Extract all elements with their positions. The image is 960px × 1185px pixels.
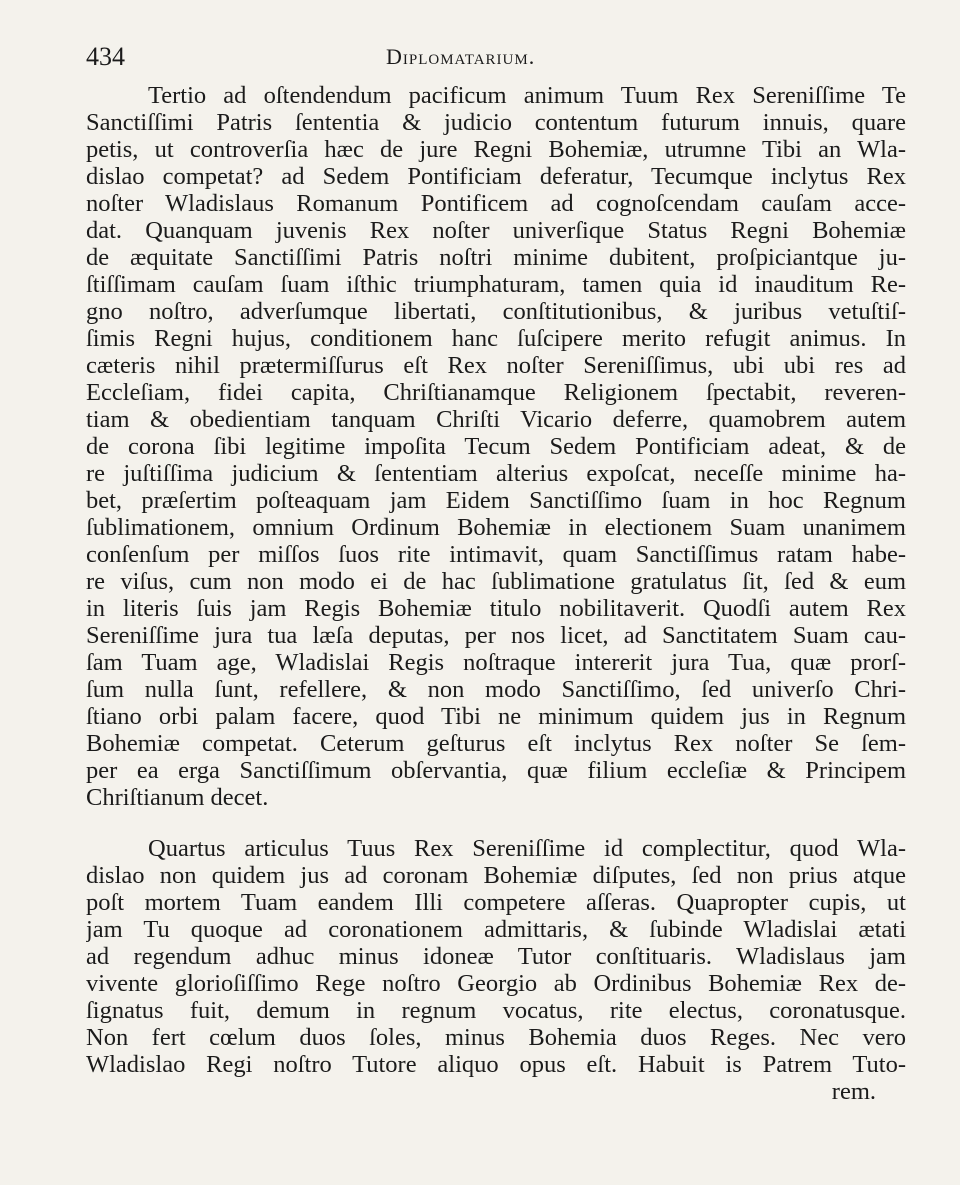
- text-line: bet, præſertim poſteaquam jam Eidem Sanctiſſimo ſuam in hoc Regnum: [86, 487, 906, 514]
- text-line: Sanctiſſimi Patris ſententia & judicio contentum futurum innuis, quare: [86, 109, 906, 136]
- text-line: jam Tu quoque ad coronationem admittaris, & ſubinde Wladislai ætati: [86, 916, 906, 943]
- text-line: poſt mortem Tuam eandem Illi competere aſſeras. Quapropter cupis, ut: [86, 889, 906, 916]
- text-line: Chriſtianum decet.: [86, 784, 269, 811]
- text-line: vivente glorioſiſſimo Rege noſtro Georgio ab Ordinibus Bohemiæ Rex de-: [86, 970, 906, 997]
- text-line: Sereniſſime jura tua læſa deputas, per nos licet, ad Sanctitatem Suam cau-: [86, 622, 906, 649]
- page-number: 434: [86, 42, 125, 71]
- text-body: [86, 82, 906, 1105]
- text-line: cæteris nihil prætermiſſurus eſt Rex noſter Sereniſſimus, ubi ubi res ad: [86, 352, 906, 379]
- text-line: Bohemiæ competat. Ceterum geſturus eſt inclytus Rex noſter Se ſem-: [86, 730, 906, 757]
- text-line: dislao non quidem jus ad coronam Bohemiæ diſputes, ſed non prius atque: [86, 862, 906, 889]
- text-line: ſam Tuam age, Wladislai Regis noſtraque intererit jura Tua, quæ prorſ-: [86, 649, 906, 676]
- running-head: Diplomatarium.: [386, 44, 536, 69]
- text-line: petis, ut controverſia hæc de jure Regni Bohemiæ, utrumne Tibi an Wla-: [86, 136, 906, 163]
- text-line: gno noſtro, adverſumque libertati, conſtitutionibus, & juribus vetuſtiſ-: [86, 298, 906, 325]
- text-line: Eccleſiam, fidei capita, Chriſtianamque Religionem ſpectabit, reveren-: [86, 379, 906, 406]
- paragraph-gap: [86, 811, 906, 835]
- text-line: ſimis Regni hujus, conditionem hanc ſuſcipere merito refugit animus. In: [86, 325, 906, 352]
- paragraph-1: [86, 82, 906, 811]
- text-line: re viſus, cum non modo ei de hac ſublimatione gratulatus ſit, ſed & eum: [86, 568, 906, 595]
- text-line: de corona ſibi legitime impoſita Tecum Sedem Pontificiam adeat, & de: [86, 433, 906, 460]
- text-line: in literis ſuis jam Regis Bohemiæ titulo nobilitaverit. Quodſi autem Rex: [86, 595, 906, 622]
- text-line: tiam & obedientiam tanquam Chriſti Vicario deferre, quamobrem autem: [86, 406, 906, 433]
- text-line: Quartus articulus Tuus Rex Sereniſſime id complectitur, quod Wla-: [148, 835, 906, 862]
- paragraph-2: [86, 835, 906, 1105]
- text-line: re juſtiſſima judicium & ſententiam alterius expoſcat, neceſſe minime ha-: [86, 460, 906, 487]
- text-line: per ea erga Sanctiſſimum obſervantia, quæ filium eccleſiæ & Principem: [86, 757, 906, 784]
- text-line: ſublimationem, omnium Ordinum Bohemiæ in electionem Suam unanimem: [86, 514, 906, 541]
- text-line: Non fert cœlum duos ſoles, minus Bohemia duos Reges. Nec vero: [86, 1024, 906, 1051]
- text-line: dat. Quanquam juvenis Rex noſter univerſique Status Regni Bohemiæ: [86, 217, 906, 244]
- page-header: [86, 38, 906, 78]
- text-line: Tertio ad oſtendendum pacificum animum Tuum Rex Sereniſſime Te: [148, 82, 906, 109]
- text-line: ſum nulla ſunt, refellere, & non modo Sanctiſſimo, ſed univerſo Chri-: [86, 676, 906, 703]
- text-line: ad regendum adhuc minus idoneæ Tutor conſtituaris. Wladislaus jam: [86, 943, 906, 970]
- text-line: ſignatus fuit, demum in regnum vocatus, rite electus, coronatusque.: [86, 997, 906, 1024]
- text-line: Wladislao Regi noſtro Tutore aliquo opus eſt. Habuit is Patrem Tuto-: [86, 1051, 906, 1078]
- text-line: ſtiſſimam cauſam ſuam iſthic triumphaturam, tamen quia id inauditum Re-: [86, 271, 906, 298]
- text-line: dislao competat? ad Sedem Pontificiam deferatur, Tecumque inclytus Rex: [86, 163, 906, 190]
- text-line: de æquitate Sanctiſſimi Patris noſtri minime dubitent, proſpiciantque ju-: [86, 244, 906, 271]
- text-line: conſenſum per miſſos ſuos rite intimavit, quam Sanctiſſimus ratam habe-: [86, 541, 906, 568]
- text-line: noſter Wladislaus Romanum Pontificem ad cognoſcendam cauſam acce-: [86, 190, 906, 217]
- text-line: ſtiano orbi palam facere, quod Tibi ne minimum quidem jus in Regnum: [86, 703, 906, 730]
- catchword: rem.: [831, 1078, 876, 1105]
